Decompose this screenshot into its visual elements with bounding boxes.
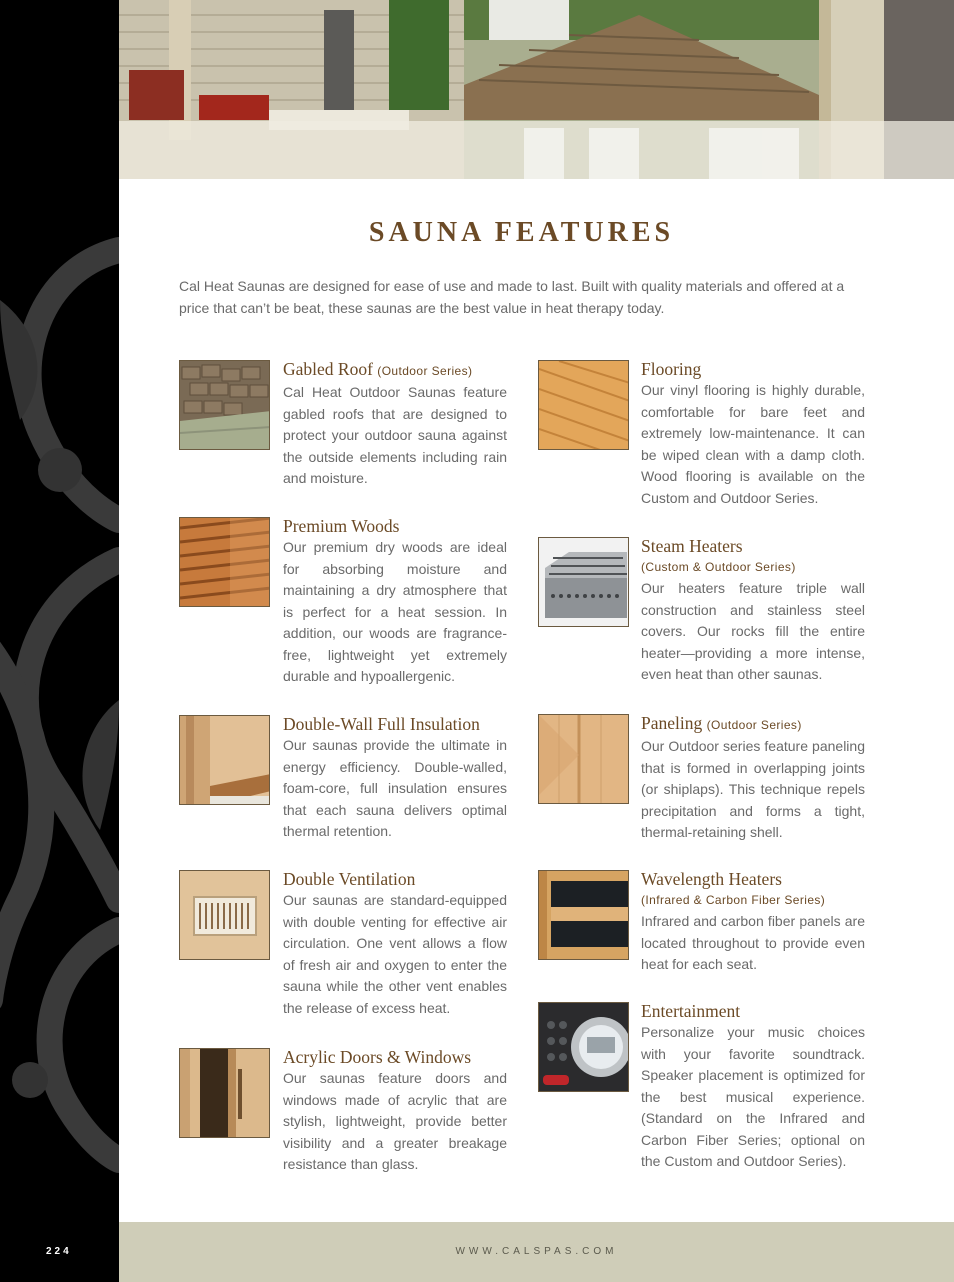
feature-title: Flooring — [641, 359, 702, 379]
feature-series: (Outdoor Series) — [377, 364, 473, 378]
header-photo-sauna-exterior — [119, 0, 954, 179]
flooring-photo — [538, 360, 629, 450]
feature-title: Wavelength Heaters — [641, 869, 782, 889]
feature-body: Our heaters feature triple wall construction and stainless steel covers. Our rocks fill the entire heater—providing a more intense, even heat than other saunas. — [641, 580, 865, 682]
acrylic-door-photo — [179, 1048, 270, 1138]
feature-title: Entertainment — [641, 1001, 741, 1021]
feature-title: Acrylic Doors & Windows — [283, 1047, 472, 1067]
radio-photo — [538, 1002, 629, 1092]
feature-body: Our Outdoor series feature paneling that is formed in overlapping joints (or shiplaps). This technique repels precipitation and forms a tight, thermal-retaining shell. — [641, 738, 865, 840]
wavelength-heater-photo — [538, 870, 629, 960]
feature-body: Personalize your music choices with your favorite soundtrack. Speaker placement is optimized for the best musical experience. (Standard on the Infrared and Carbon Fiber Series; optional on the Custom and Outdoor Series). — [641, 1024, 865, 1169]
page-title: SAUNA FEATURES — [368, 217, 675, 248]
side-band-ornament — [0, 0, 119, 1282]
feature-title: Steam Heaters — [641, 536, 743, 556]
feature-title: Double-Wall Full Insulation — [283, 714, 480, 734]
swirl-ornament-icon — [0, 0, 119, 1282]
gabled-roof-photo — [179, 360, 270, 450]
steam-heater-photo — [538, 537, 629, 627]
page-number: 224 — [46, 1246, 72, 1257]
feature-body: Cal Heat Outdoor Saunas feature gabled roofs that are designed to protect your outdoor sauna against the outside elements including rain and moisture. — [283, 384, 507, 486]
feature-subtitle: (Infrared & Carbon Fiber Series) — [641, 893, 826, 907]
footer-url[interactable]: WWW.CALSPAS.COM — [455, 1246, 618, 1257]
feature-body: Our premium dry woods are ideal for absorbing moisture and maintaining a dry atmosphere that is perfect for a heat session. In addition, our woods are fragrance-free, lightweight yet extremely durable and hypoallergenic. — [283, 539, 507, 684]
feature-subtitle: (Custom & Outdoor Series) — [641, 560, 796, 574]
feature-title: Premium Woods — [283, 516, 400, 536]
insulation-photo — [179, 715, 270, 805]
feature-body: Our vinyl flooring is highly durable, comfortable for bare feet and extremely low-maintenance. It can be wiped clean with a damp cloth. Wood flooring is available on the Custom and Outdoor Series. — [641, 382, 865, 506]
feature-body: Our saunas provide the ultimate in energy efficiency. Double-walled, foam-core, full insulation ensures that each sauna delivers optimal thermal retention. — [283, 737, 507, 839]
feature-body: Infrared and carbon fiber panels are located throughout to provide even heat for each seat. — [641, 913, 865, 972]
paneling-photo — [538, 714, 629, 804]
feature-title: Gabled Roof (Outdoor Series) — [283, 359, 473, 379]
premium-woods-photo — [179, 517, 270, 607]
vent-photo — [179, 870, 270, 960]
feature-body: Our saunas are standard-equipped with double venting for effective air circulation. One vent allows a flow of fresh air and oxygen to enter the sauna while the other vent enables the release of excess heat. — [283, 892, 507, 1016]
feature-series: (Outdoor Series) — [706, 718, 802, 732]
intro-paragraph: Cal Heat Saunas are designed for ease of use and made to last. Built with quality materials and offered at a price that can’t be beat, these saunas are the best value in heat therapy today. — [179, 278, 845, 316]
feature-body: Our saunas feature doors and windows made of acrylic that are stylish, lightweight, provide better visibility and a greater breakage resistance than glass. — [283, 1070, 507, 1172]
feature-title: Double Ventilation — [283, 869, 416, 889]
feature-title: Paneling (Outdoor Series) — [641, 713, 802, 733]
